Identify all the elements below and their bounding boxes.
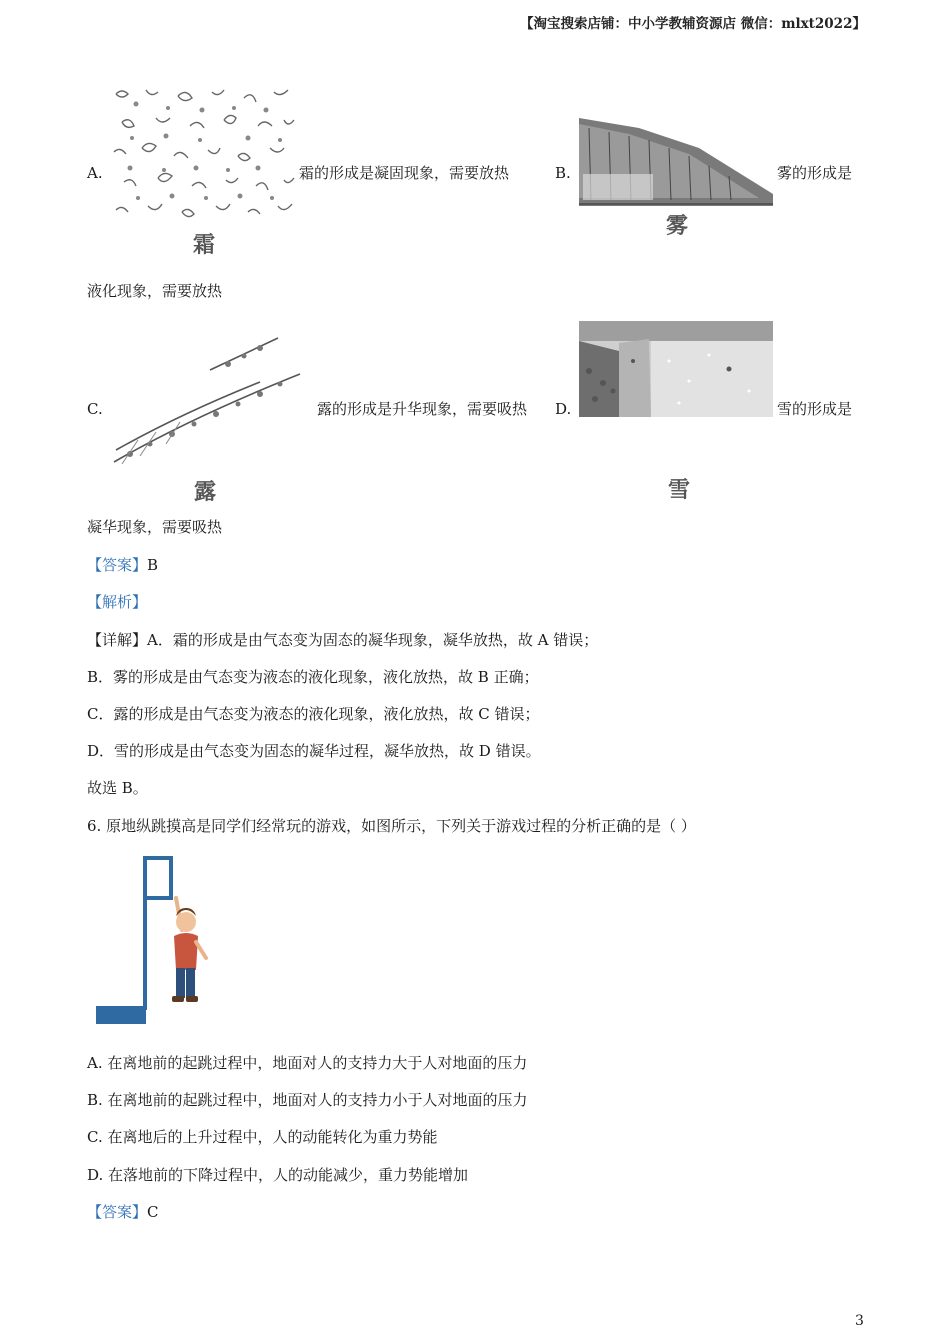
q5-detail-c: C．露的形成是由气态变为液态的液化现象，液化放热，故 C 错误； [87, 705, 540, 723]
frost-caption: 霜 [193, 232, 216, 258]
snow-caption: 雪 [668, 477, 691, 503]
jump-figure-image [92, 852, 214, 1028]
option-c-text: 露的形成是升华现象，需要吸热 [317, 400, 528, 418]
q5-conclusion: 故选 B。 [87, 779, 148, 797]
fog-image [579, 118, 773, 206]
q6-answer-label: 【答案】 [87, 1203, 148, 1221]
option-b-text: 雾的形成是 [777, 164, 853, 182]
dew-image [110, 330, 304, 470]
fog-caption: 雾 [666, 213, 689, 239]
option-b-continued: 液化现象，需要放热 [87, 282, 223, 300]
q6-option-d: D. 在落地前的下降过程中，人的动能减少，重力势能增加 [87, 1166, 469, 1184]
q6-answer-line [87, 1202, 159, 1222]
q5-answer-value: B [147, 556, 159, 574]
q5-detail-d: D．雪的形成是由气态变为固态的凝华过程，凝华放热，故 D 错误。 [87, 742, 541, 760]
page-header: 【淘宝搜索店铺：中小学教辅资源店 微信：mlxt2022】 [520, 16, 866, 32]
q5-analysis-label: 【解析】 [87, 593, 148, 611]
detail-label: 【详解】 [87, 631, 148, 649]
option-d-letter: D. [555, 400, 572, 418]
q5-answer-line [87, 555, 158, 575]
option-d-text: 雪的形成是 [777, 400, 853, 418]
q6-stem: 6. 原地纵跳摸高是同学们经常玩的游戏，如图所示，下列关于游戏过程的分析正确的是（ ） [87, 817, 696, 835]
frost-image [108, 82, 300, 224]
option-c-letter: C. [87, 400, 103, 418]
q5-detail-a [87, 630, 598, 650]
option-b-letter: B. [555, 164, 571, 182]
option-a-text: 霜的形成是凝固现象，需要放热 [299, 164, 510, 182]
option-d-continued: 凝华现象，需要吸热 [87, 518, 223, 536]
q5-answer-label: 【答案】 [87, 556, 148, 574]
snow-image [579, 321, 773, 417]
q5-detail-b: B．雾的形成是由气态变为液态的液化现象，液化放热，故 B 正确； [87, 668, 539, 686]
option-a-letter: A. [87, 164, 103, 182]
q6-option-c: C. 在离地后的上升过程中，人的动能转化为重力势能 [87, 1128, 438, 1146]
q6-option-b: B. 在离地前的起跳过程中，地面对人的支持力小于人对地面的压力 [87, 1091, 528, 1109]
page-number: 3 [855, 1313, 864, 1329]
dew-caption: 露 [194, 479, 217, 505]
q6-answer-value: C [147, 1203, 159, 1221]
q6-option-a: A. 在离地前的起跳过程中，地面对人的支持力大于人对地面的压力 [87, 1054, 528, 1072]
detail-a-text: A．霜的形成是由气态变为固态的凝华现象，凝华放热，故 A 错误； [147, 631, 599, 649]
